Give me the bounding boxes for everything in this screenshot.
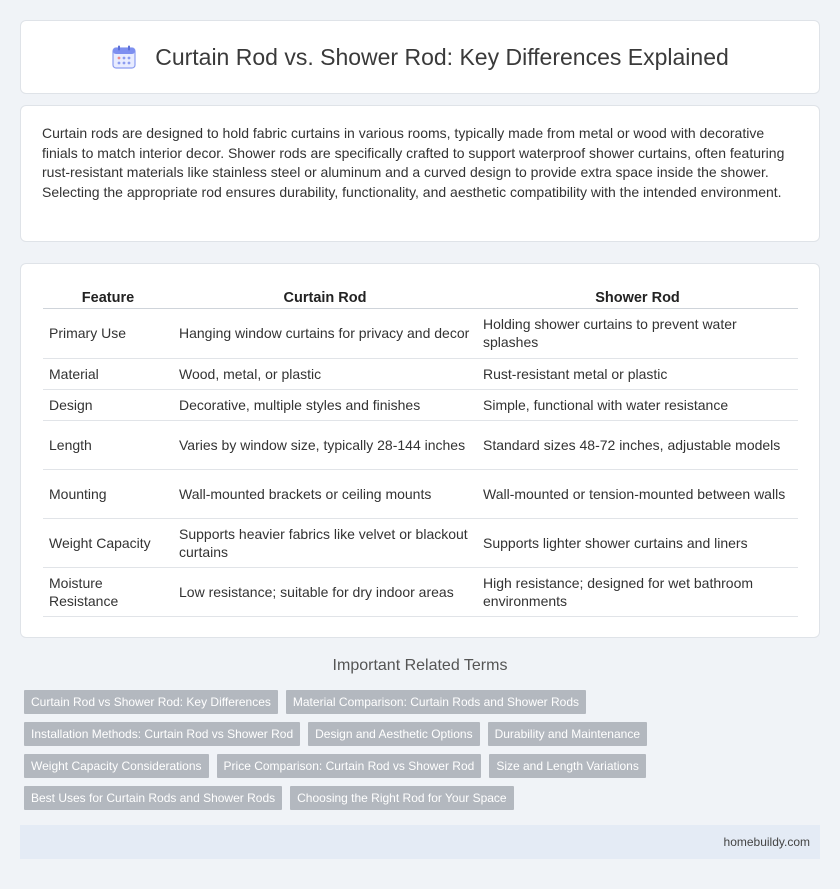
table-row (43, 469, 798, 518)
intro-card (20, 105, 820, 242)
table-row (43, 420, 798, 469)
tag-row (24, 690, 824, 714)
related-terms-title: Important Related Terms (332, 657, 508, 674)
row-curtain-rod: Wood, metal, or plastic (173, 358, 477, 389)
table-row (43, 567, 798, 616)
comparison-table-card (20, 263, 820, 638)
header-card (20, 20, 820, 94)
related-tag[interactable]: Best Uses for Curtain Rods and Shower Rods (24, 786, 282, 810)
row-shower-rod: Simple, functional with water resistance (477, 389, 798, 420)
related-tag[interactable]: Material Comparison: Curtain Rods and Shower Rods (286, 690, 586, 714)
tag-row (24, 754, 824, 778)
related-tag[interactable]: Design and Aesthetic Options (308, 722, 479, 746)
row-shower-rod: Holding shower curtains to prevent water splashes (477, 308, 798, 358)
related-tag[interactable]: Price Comparison: Curtain Rod vs Shower Rod (217, 754, 482, 778)
row-feature: Primary Use (43, 308, 173, 358)
row-feature: Material (43, 358, 173, 389)
footer-site: homebuildy.com (723, 835, 810, 849)
related-tag[interactable]: Durability and Maintenance (488, 722, 647, 746)
row-feature: Design (43, 389, 173, 420)
row-shower-rod: Rust-resistant metal or plastic (477, 358, 798, 389)
page-title: Curtain Rod vs. Shower Rod: Key Differences Explained (155, 43, 729, 70)
row-curtain-rod: Hanging window curtains for privacy and decor (173, 308, 477, 358)
related-tag[interactable]: Installation Methods: Curtain Rod vs Shower Rod (24, 722, 300, 746)
header-shower-rod: Shower Rod (477, 282, 798, 308)
row-feature: Length (43, 420, 173, 469)
related-tag[interactable]: Curtain Rod vs Shower Rod: Key Differences (24, 690, 278, 714)
row-feature: Mounting (43, 469, 173, 518)
row-feature: Weight Capacity (43, 518, 173, 567)
table-header-row (43, 282, 798, 308)
row-shower-rod: High resistance; designed for wet bathroom environments (477, 567, 798, 616)
related-tag[interactable]: Weight Capacity Considerations (24, 754, 209, 778)
row-curtain-rod: Wall-mounted brackets or ceiling mounts (173, 469, 477, 518)
row-curtain-rod: Supports heavier fabrics like velvet or blackout curtains (173, 518, 477, 567)
row-curtain-rod: Low resistance; suitable for dry indoor areas (173, 567, 477, 616)
related-tag[interactable]: Size and Length Variations (489, 754, 646, 778)
intro-paragraph: Curtain rods are designed to hold fabric curtains in various rooms, typically made from metal or wood with decorative finials to match interior decor. Shower rods are specifically crafted to support waterproof shower curtains, often featuring rust-resistant materials like stainless steel or aluminum and a curved design to provide extra space inside the shower. Selecting the appropriate rod ensures durability, functionality, and aesthetic compatibility with the intended environment. (42, 125, 785, 200)
related-terms-tags (24, 690, 824, 818)
footer (20, 825, 820, 859)
table-row (43, 308, 798, 358)
row-shower-rod: Supports lighter shower curtains and liners (477, 518, 798, 567)
tag-row (24, 786, 824, 810)
calendar-icon (111, 44, 137, 70)
header-feature: Feature (43, 282, 173, 308)
table-row (43, 389, 798, 420)
row-shower-rod: Wall-mounted or tension-mounted between walls (477, 469, 798, 518)
comparison-table (43, 282, 798, 617)
row-curtain-rod: Decorative, multiple styles and finishes (173, 389, 477, 420)
row-shower-rod: Standard sizes 48-72 inches, adjustable models (477, 420, 798, 469)
table-row (43, 518, 798, 567)
header (111, 44, 729, 71)
header-curtain-rod: Curtain Rod (173, 282, 477, 308)
table-row (43, 358, 798, 389)
related-tag[interactable]: Choosing the Right Rod for Your Space (290, 786, 513, 810)
row-curtain-rod: Varies by window size, typically 28-144 inches (173, 420, 477, 469)
row-feature: Moisture Resistance (43, 567, 173, 616)
tag-row (24, 722, 824, 746)
